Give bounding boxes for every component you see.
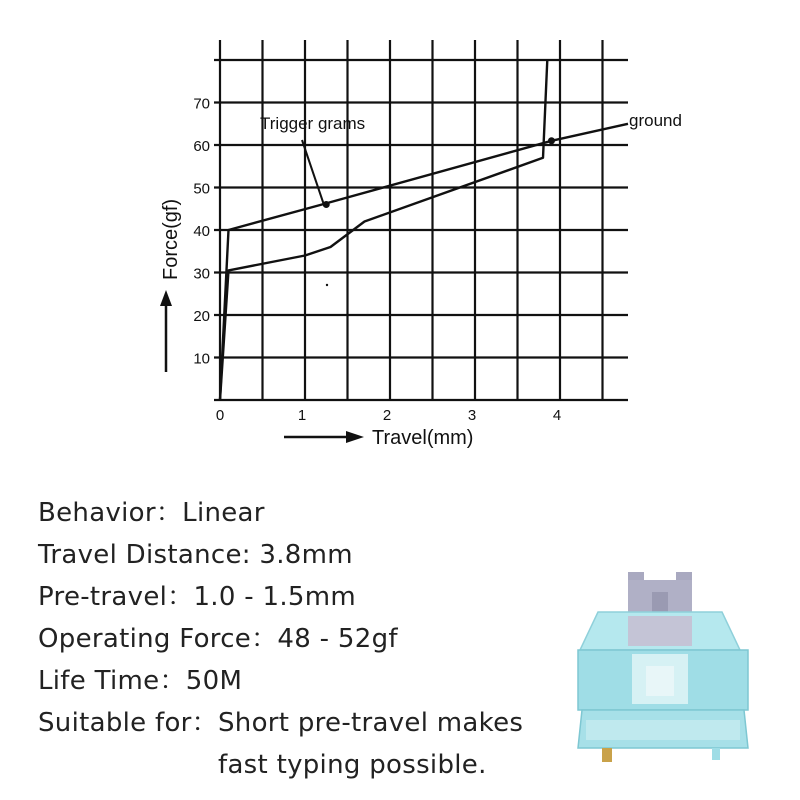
spec-pre-travel — [38, 576, 558, 618]
y-tick-label: 60 — [193, 138, 210, 155]
arrow-right-icon — [284, 431, 364, 443]
spec-label: Life Time： — [38, 666, 186, 696]
spec-value: 50M — [185, 666, 243, 696]
spec-value: 3.8mm — [259, 540, 353, 570]
spec-label: Operating Force： — [38, 624, 278, 654]
chart-grid — [214, 40, 628, 400]
annotation-ground: ground — [629, 111, 682, 130]
spec-value: 1.0 - 1.5mm — [193, 582, 357, 612]
y-tick-label: 30 — [193, 265, 210, 283]
y-tick-label: 20 — [193, 308, 210, 325]
key-switch-image — [572, 570, 772, 770]
spec-life-time — [38, 660, 558, 702]
arrow-up-icon — [160, 290, 172, 372]
x-tick-label: 4 — [552, 407, 562, 424]
spec-label: Travel Distance: — [38, 540, 260, 570]
spec-value: 48 - 52gf — [277, 624, 398, 654]
y-axis-label: Force(gf) — [160, 198, 182, 280]
x-tick-label: 1 — [297, 407, 307, 424]
y-tick-label: 10 — [193, 350, 210, 368]
spec-label: Behavior： — [38, 498, 183, 528]
spec-travel-distance — [38, 534, 558, 576]
y-tick-label: 70 — [193, 95, 210, 113]
spec-label: Suitable for： — [38, 708, 218, 738]
spec-value: Linear — [182, 498, 265, 528]
marker-point — [548, 137, 555, 144]
spec-list — [38, 492, 558, 786]
spec-behavior — [38, 492, 558, 534]
spec-operating-force — [38, 618, 558, 660]
stray-dot — [326, 284, 328, 286]
spec-value: Short pre-travel makes fast typing possible. — [217, 708, 524, 780]
x-tick-label: 2 — [382, 407, 392, 424]
y-tick-label: 40 — [193, 223, 210, 240]
spec-label: Pre-travel： — [38, 582, 194, 612]
x-tick-label: 3 — [467, 407, 477, 424]
y-tick-label: 50 — [193, 180, 210, 198]
x-tick-label: 0 — [215, 407, 225, 424]
annotation-trigger-grams: Trigger grams — [260, 114, 366, 133]
x-axis-label: Travel(mm) — [372, 427, 474, 449]
spec-suitable-for — [38, 702, 558, 786]
